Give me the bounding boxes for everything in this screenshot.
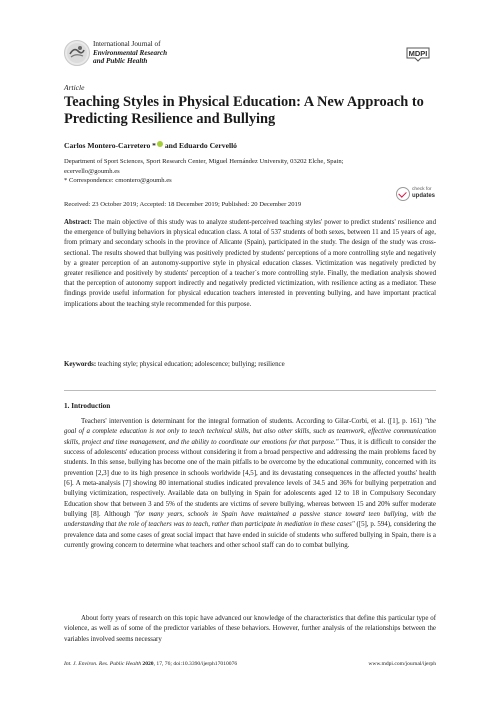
publication-dates: Received: 23 October 2019; Accepted: 18 December 2019; Published: 20 December 2019 [64, 201, 302, 208]
author-list [64, 141, 237, 150]
journal-name-line1: International Journal of [93, 40, 161, 48]
check-updates-icon [396, 187, 410, 201]
p1-text-a: Teachers' intervention is determinant for the integral formation of students. According to Gilar-Corbi, et al. ([1], p. 161) [81, 418, 425, 425]
author-first: Carlos Montero-Carretero * [64, 141, 156, 150]
affiliation-line: Department of Sport Sciences, Sport Research Center, Miguel Hernández University, 03202 Elche, Spain; [64, 158, 344, 165]
section-heading: 1. Introduction [64, 402, 111, 410]
journal-logo-icon [64, 40, 90, 66]
mdpi-logo [404, 46, 432, 62]
keywords [64, 361, 436, 368]
p1-text-c: ([5], p. 594), considering the prevalence data and some cases of great social impact that have ended in suicide of students who suffered bullying in Spain, there is a currently growing concern to determine what teachers and other school staff can do to combat bullying. [64, 521, 436, 550]
p1-text-b: Thus, it is difficult to consider the success of adolescents' education process without considering it from a broad perspective and addressing the main problems faced by students. In this sense, bullying has become one of the main pitfalls to be overcome by the educational community, concerned with its prevention [2,3] due to its high presence in schools worldwide [4,5], and its devastating consequences in the affected youths' health [6]. A meta-analysis [7] showing 80 international studies indicated prevalence levels of 34.5 and 36% for bullying perpetration and bullying victimization, respectively. Available data on bullying in Spain for adolescents aged 12 to 18 in Compulsory Secondary Education show that between 3 and 5% of the students are victims of severe bullying, whereas between 15 and 20% suffer moderate bullying [8]. Although [64, 438, 436, 519]
journal-name-line3: and Public Health [93, 57, 148, 65]
citation-year: 2020 [142, 661, 154, 667]
correspondence: * Correspondence: cmontero@goumh.es [64, 177, 172, 185]
keywords-label: Keywords: [64, 361, 97, 368]
abstract-label: Abstract: [64, 219, 92, 226]
article-type: Article [64, 83, 85, 92]
p1-quote-a: "the goal of a complete education is not only to teach technical skills, but also other skills, such as teamwork, effective communication skills, project and time management, and the ability to coordinate our emotions for that purpose." [64, 418, 436, 446]
mdpi-logo-text: MDPI [408, 49, 428, 58]
article-title: Teaching Styles in Physical Education: A New Approach to Predicting Resilience and Bullying [64, 94, 424, 127]
affiliation-email: ecervello@goumh.es [64, 167, 120, 175]
intro-paragraph-1 [64, 417, 436, 551]
journal-name [93, 40, 167, 66]
abstract [64, 218, 436, 310]
affiliations [64, 157, 436, 186]
citation-details: , 17, 76; doi:10.3390/ijerph17010076 [153, 661, 238, 667]
citation-footer [64, 661, 237, 667]
intro-paragraph-2: About forty years of research on this topic have advanced our knowledge of the characteristics that define this particular type of violence, as well as of some of the predictor variables of these behaviors. However, further analysis of the relationships between the variables involved seems necessary [64, 615, 436, 643]
abstract-text: The main objective of this study was to analyze student-perceived teaching styles' power to predict students' resilience and the emergence of bullying behaviors in physical education class. A total of 537 students of both sexes, between 11 and 15 years of age, from primary and secondary schools in the province of Alicante (Spain), participated in the study. The design of the study was cross-sectional. The results showed that bullying was positively predicted by students' perceptions of a more controlling style and negatively by a greater perception of an autonomy-supportive style in physical education classes. Victimization was negatively predicted by greater resilience and positively by students' perception of a teacher´s more controlling style. Finally, the mediation analysis showed that the perception of autonomy support indirectly and negatively predicted victimization, with resilience acting as a mediator. These findings provide useful information for physical education teachers interested in preventing bullying, and have important practical implications about the teaching style recommended for this purpose. [64, 219, 436, 308]
section-divider [64, 390, 436, 391]
citation-journal: Int. J. Environ. Res. Public Health [64, 661, 141, 667]
journal-url-link[interactable]: www.mdpi.com/journal/ijerph [368, 661, 436, 667]
updates-line2: updates [412, 193, 436, 199]
journal-name-line2: Environmental Research [93, 48, 168, 57]
p1-quote-b: "for many years, schools in Spain have maintained a passive stance toward teen bullying, with the understanding that the role of teachers was to teach, rather than participate in mediation in these cases" [64, 511, 436, 529]
author-second: and Eduardo Cervelló [162, 141, 237, 150]
keywords-text: teaching style; physical education; adolescence; bullying; resilience [96, 361, 285, 368]
check-for-updates-badge[interactable] [396, 184, 436, 206]
updates-line1: check for [412, 187, 432, 192]
